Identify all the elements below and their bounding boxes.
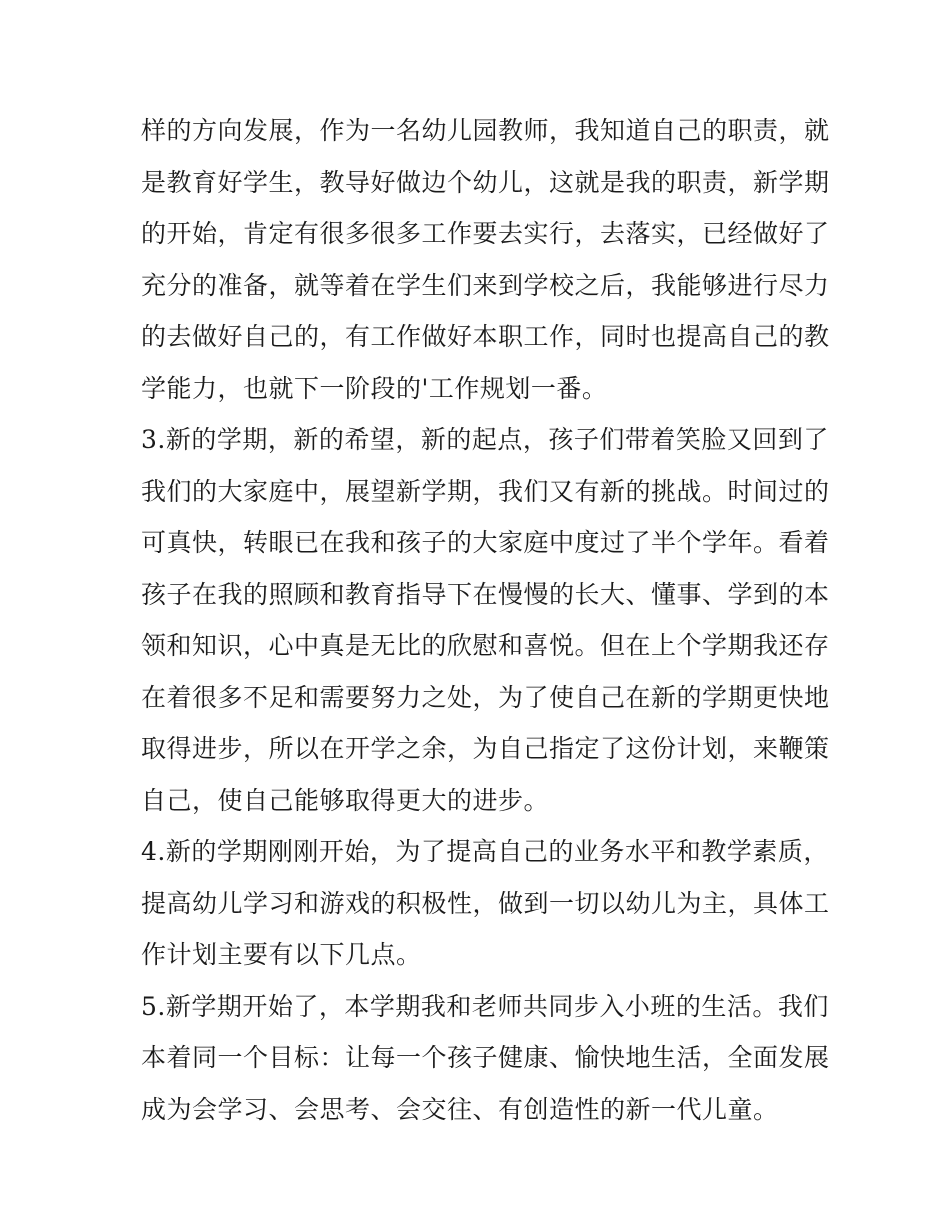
text-line: 自己，使自己能够取得更大的进步。 xyxy=(141,785,550,815)
text-line: 是教育好学生，教导好做边个幼儿，这就是我的职责，新学期 xyxy=(141,167,830,197)
text-line: 孩子在我的照顾和教育指导下在慢慢的长大、懂事、学到的本 xyxy=(141,579,830,609)
text-line: 领和知识，心中真是无比的欣慰和喜悦。但在上个学期我还存 xyxy=(141,631,830,660)
text-line: 我们的大家庭中，展望新学期，我们又有新的挑战。时间过的 xyxy=(141,476,830,506)
text-line: 取得进步，所以在开学之余，为自己指定了这份计划，来鞭策 xyxy=(141,734,830,763)
document-body xyxy=(141,105,830,1135)
text-line: 本着同一个目标：让每一个孩子健康、愉快地生活，全面发展 xyxy=(141,1043,830,1072)
text-line: 3.新的学期，新的希望，新的起点，孩子们带着笑脸又回到了 xyxy=(141,425,829,454)
text-line: 的去做好自己的，有工作做好本职工作，同时也提高自己的教 xyxy=(141,322,830,351)
text-line: 提高幼儿学习和游戏的积极性，做到一切以幼儿为主，具体工 xyxy=(141,888,830,918)
text-line: 在着很多不足和需要努力之处，为了使自己在新的学期更快地 xyxy=(141,682,830,712)
text-line: 成为会学习、会思考、会交往、有创造性的新一代儿童。 xyxy=(141,1094,779,1124)
text-line: 样的方向发展，作为一名幼儿园教师，我知道自己的职责，就 xyxy=(141,116,830,145)
text-line: 的开始，肯定有很多很多工作要去实行，去落实，已经做好了 xyxy=(141,219,830,248)
text-line: 4.新的学期刚刚开始，为了提高自己的业务水平和教学素质， xyxy=(141,837,829,866)
text-line: 可真快，转眼已在我和孩子的大家庭中度过了半个学年。看着 xyxy=(141,528,830,557)
text-line: 学能力，也就下一阶段的'工作规划一番。 xyxy=(141,373,608,403)
text-line: 5.新学期开始了，本学期我和老师共同步入小班的生活。我们 xyxy=(141,991,829,1021)
text-line: 充分的准备，就等着在学生们来到学校之后，我能够进行尽力 xyxy=(141,270,830,300)
text-line: 作计划主要有以下几点。 xyxy=(141,940,422,969)
